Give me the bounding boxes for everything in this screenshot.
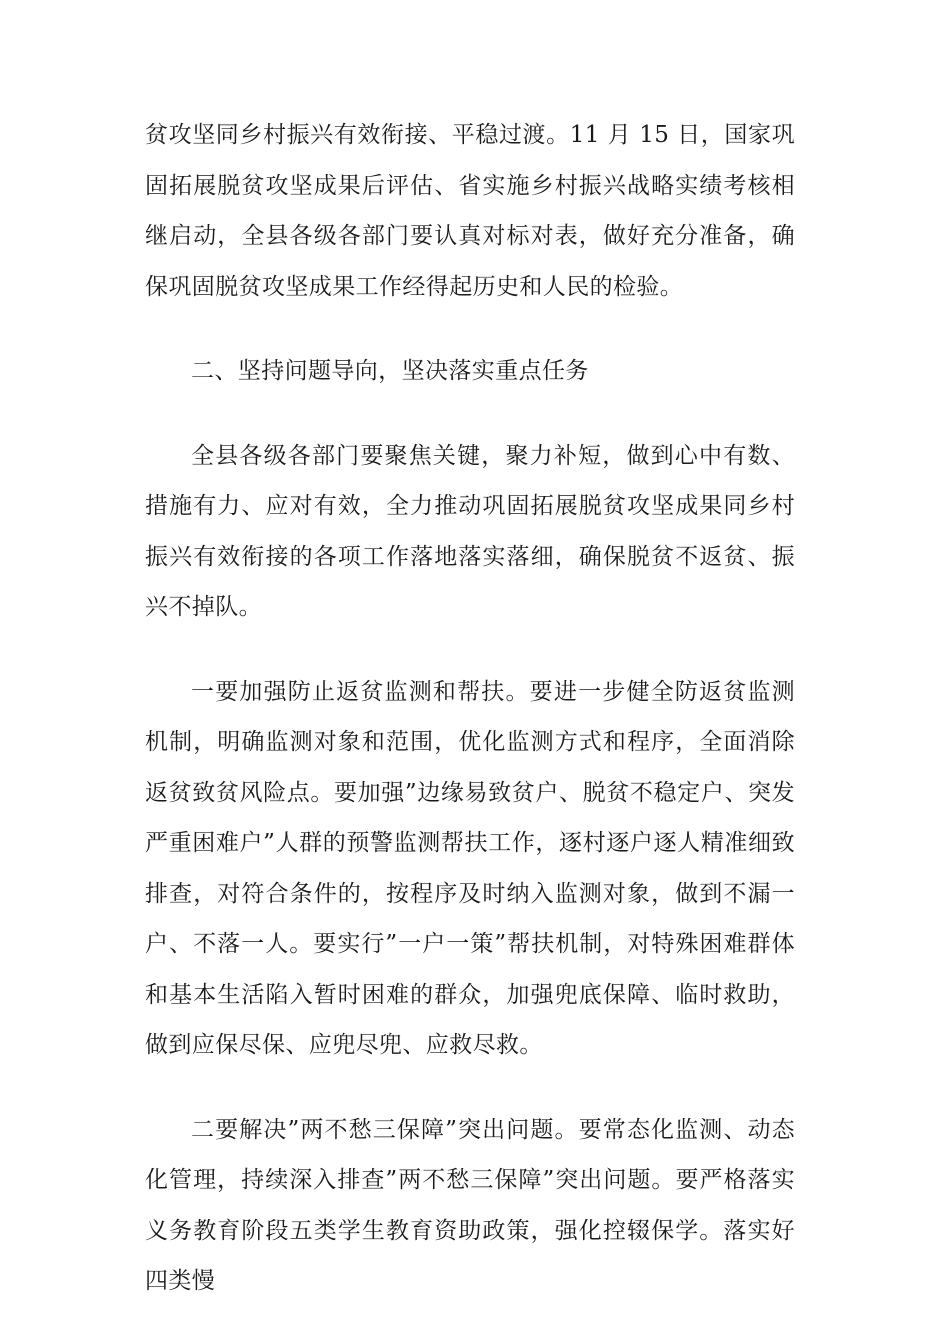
paragraph-continuation: 贫攻坚同乡村振兴有效衔接、平稳过渡。11 月 15 日，国家巩固拓展脱贫攻坚成果后评估、省实施乡村振兴战略实绩考核相继启动，全县各级各部门要认真对标对表，做好充分准备，确保巩固脱贫攻坚成果工作经得起历史和人民的检验。 [145, 122, 795, 300]
paragraph-overview: 全县各级各部门要聚焦关键，聚力补短，做到心中有数、措施有力、应对有效，全力推动巩固拓展脱贫攻坚成果同乡村振兴有效衔接的各项工作落地落实落细，确保脱贫不返贫、振兴不掉队。 [145, 442, 795, 620]
paragraph-task-one: 一要加强防止返贫监测和帮扶。要进一步健全防返贫监测机制，明确监测对象和范围，优化监测方式和程序，全面消除返贫致贫风险点。要加强”边缘易致贫户、脱贫不稳定户、突发严重困难户”人群的预警监测帮扶工作，逐村逐户逐人精准细致排查，对符合条件的，按程序及时纳入监测对象，做到不漏一户、不落一人。要实行”一户一策”帮扶机制，对特殊困难群体和基本生活陷入暂时困难的群众，加强兜底保障、临时救助，做到应保尽保、应兜尽兜、应救尽救。 [145, 678, 795, 1058]
document-body [145, 110, 795, 1307]
paragraph-task-two: 二要解决”两不愁三保障”突出问题。要常态化监测、动态化管理，持续深入排查”两不愁三保障”突出问题。要严格落实义务教育阶段五类学生教育资助政策，强化控辍保学。落实好四类慢 [145, 1116, 795, 1294]
section-heading: 二、坚持问题导向，坚决落实重点任务 [191, 358, 589, 384]
